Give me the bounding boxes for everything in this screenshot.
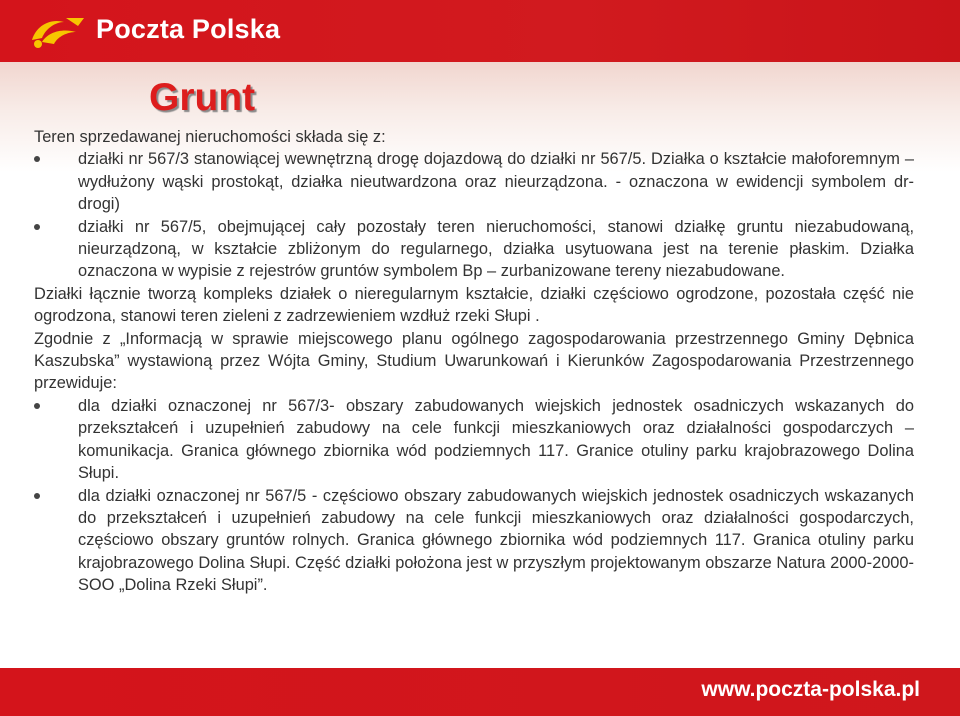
header-band	[0, 0, 960, 62]
paragraph: Zgodnie z „Informacją w sprawie miejscowego planu ogólnego zagospodarowania przestrzennego Gminy Dębnica Kaszubska” wystawioną przez Wójta Gminy, Studium Uwarunkowań i Kierunków Zagospodarowania Przestrzennego przewiduje:	[34, 329, 914, 393]
intro-text: Teren sprzedawanej nieruchomości składa się z:	[34, 128, 386, 146]
bullet-icon	[34, 156, 40, 162]
list-item	[34, 216, 914, 283]
bullet-text: dla działki oznaczonej nr 567/3- obszary zabudowanych wiejskich jednostek osadniczych wskazanych do przekształceń i uzupełnień zabudowy na cele funkcji mieszkaniowych oraz działalności gospodarczych – komunikacja. Granica głównego zbiornika wód podziemnych 117. Granice otuliny parku krajobrazowego Dolina Słupi.	[78, 396, 914, 483]
bullet-text: działki nr 567/5, obejmującej cały pozostały teren nieruchomości, stanowi działkę gruntu niezabudowaną, nieurządzoną, w kształcie zbliżonym do regularnego, działka usytuowana jest na terenie płaskim. Działka oznaczona w wypisie z rejestrów gruntów symbolem Bp – zurbanizowane tereny niezabudowane.	[78, 217, 914, 281]
bullet-icon	[34, 493, 40, 499]
list-item	[34, 148, 914, 215]
bullet-text: dla działki oznaczonej nr 567/5 - częściowo obszary zabudowanych wiejskich jednostek osadniczych wskazanych do przekształceń i uzupełnień zabudowy na cele funkcji mieszkaniowych oraz działalności gospodarczych, częściowo obszary gruntów rolnych. Granica głównego zbiornika wód podziemnych 117. Granica otuliny parku krajobrazowego Dolina Słupi. Część działki położona jest w przyszłym projektowanym obszarze Natura 2000-2000-SOO „Dolina Rzeki Słupi”.	[78, 486, 914, 595]
brand-logo[interactable]	[26, 10, 281, 52]
posthorn-logo-icon	[26, 12, 88, 52]
slide-body	[34, 126, 914, 597]
bullet-icon	[34, 224, 40, 230]
website-link[interactable]: www.poczta-polska.pl	[701, 678, 920, 701]
bullet-icon	[34, 403, 40, 409]
list-item	[34, 395, 914, 485]
footer-band	[0, 668, 960, 716]
paragraph: Działki łącznie tworzą kompleks działek o nieregularnym kształcie, działki częściowo ogrodzone, pozostała część nie ogrodzona, stanowi teren zieleni z zadrzewieniem wzdłuż rzeki Słupi .	[34, 284, 914, 326]
brand-name: Poczta Polska	[96, 14, 281, 44]
bullet-text: działki nr 567/3 stanowiącej wewnętrzną drogę dojazdową do działki nr 567/5. Działka o kształcie małoforemnym – wydłużony wąski prostokąt, działka nieutwardzona oraz nieurządzona. - oznaczona w ewidencji symbolem dr- drogi)	[78, 150, 914, 214]
page-title: Grunt	[149, 76, 256, 119]
list-item	[34, 485, 914, 597]
